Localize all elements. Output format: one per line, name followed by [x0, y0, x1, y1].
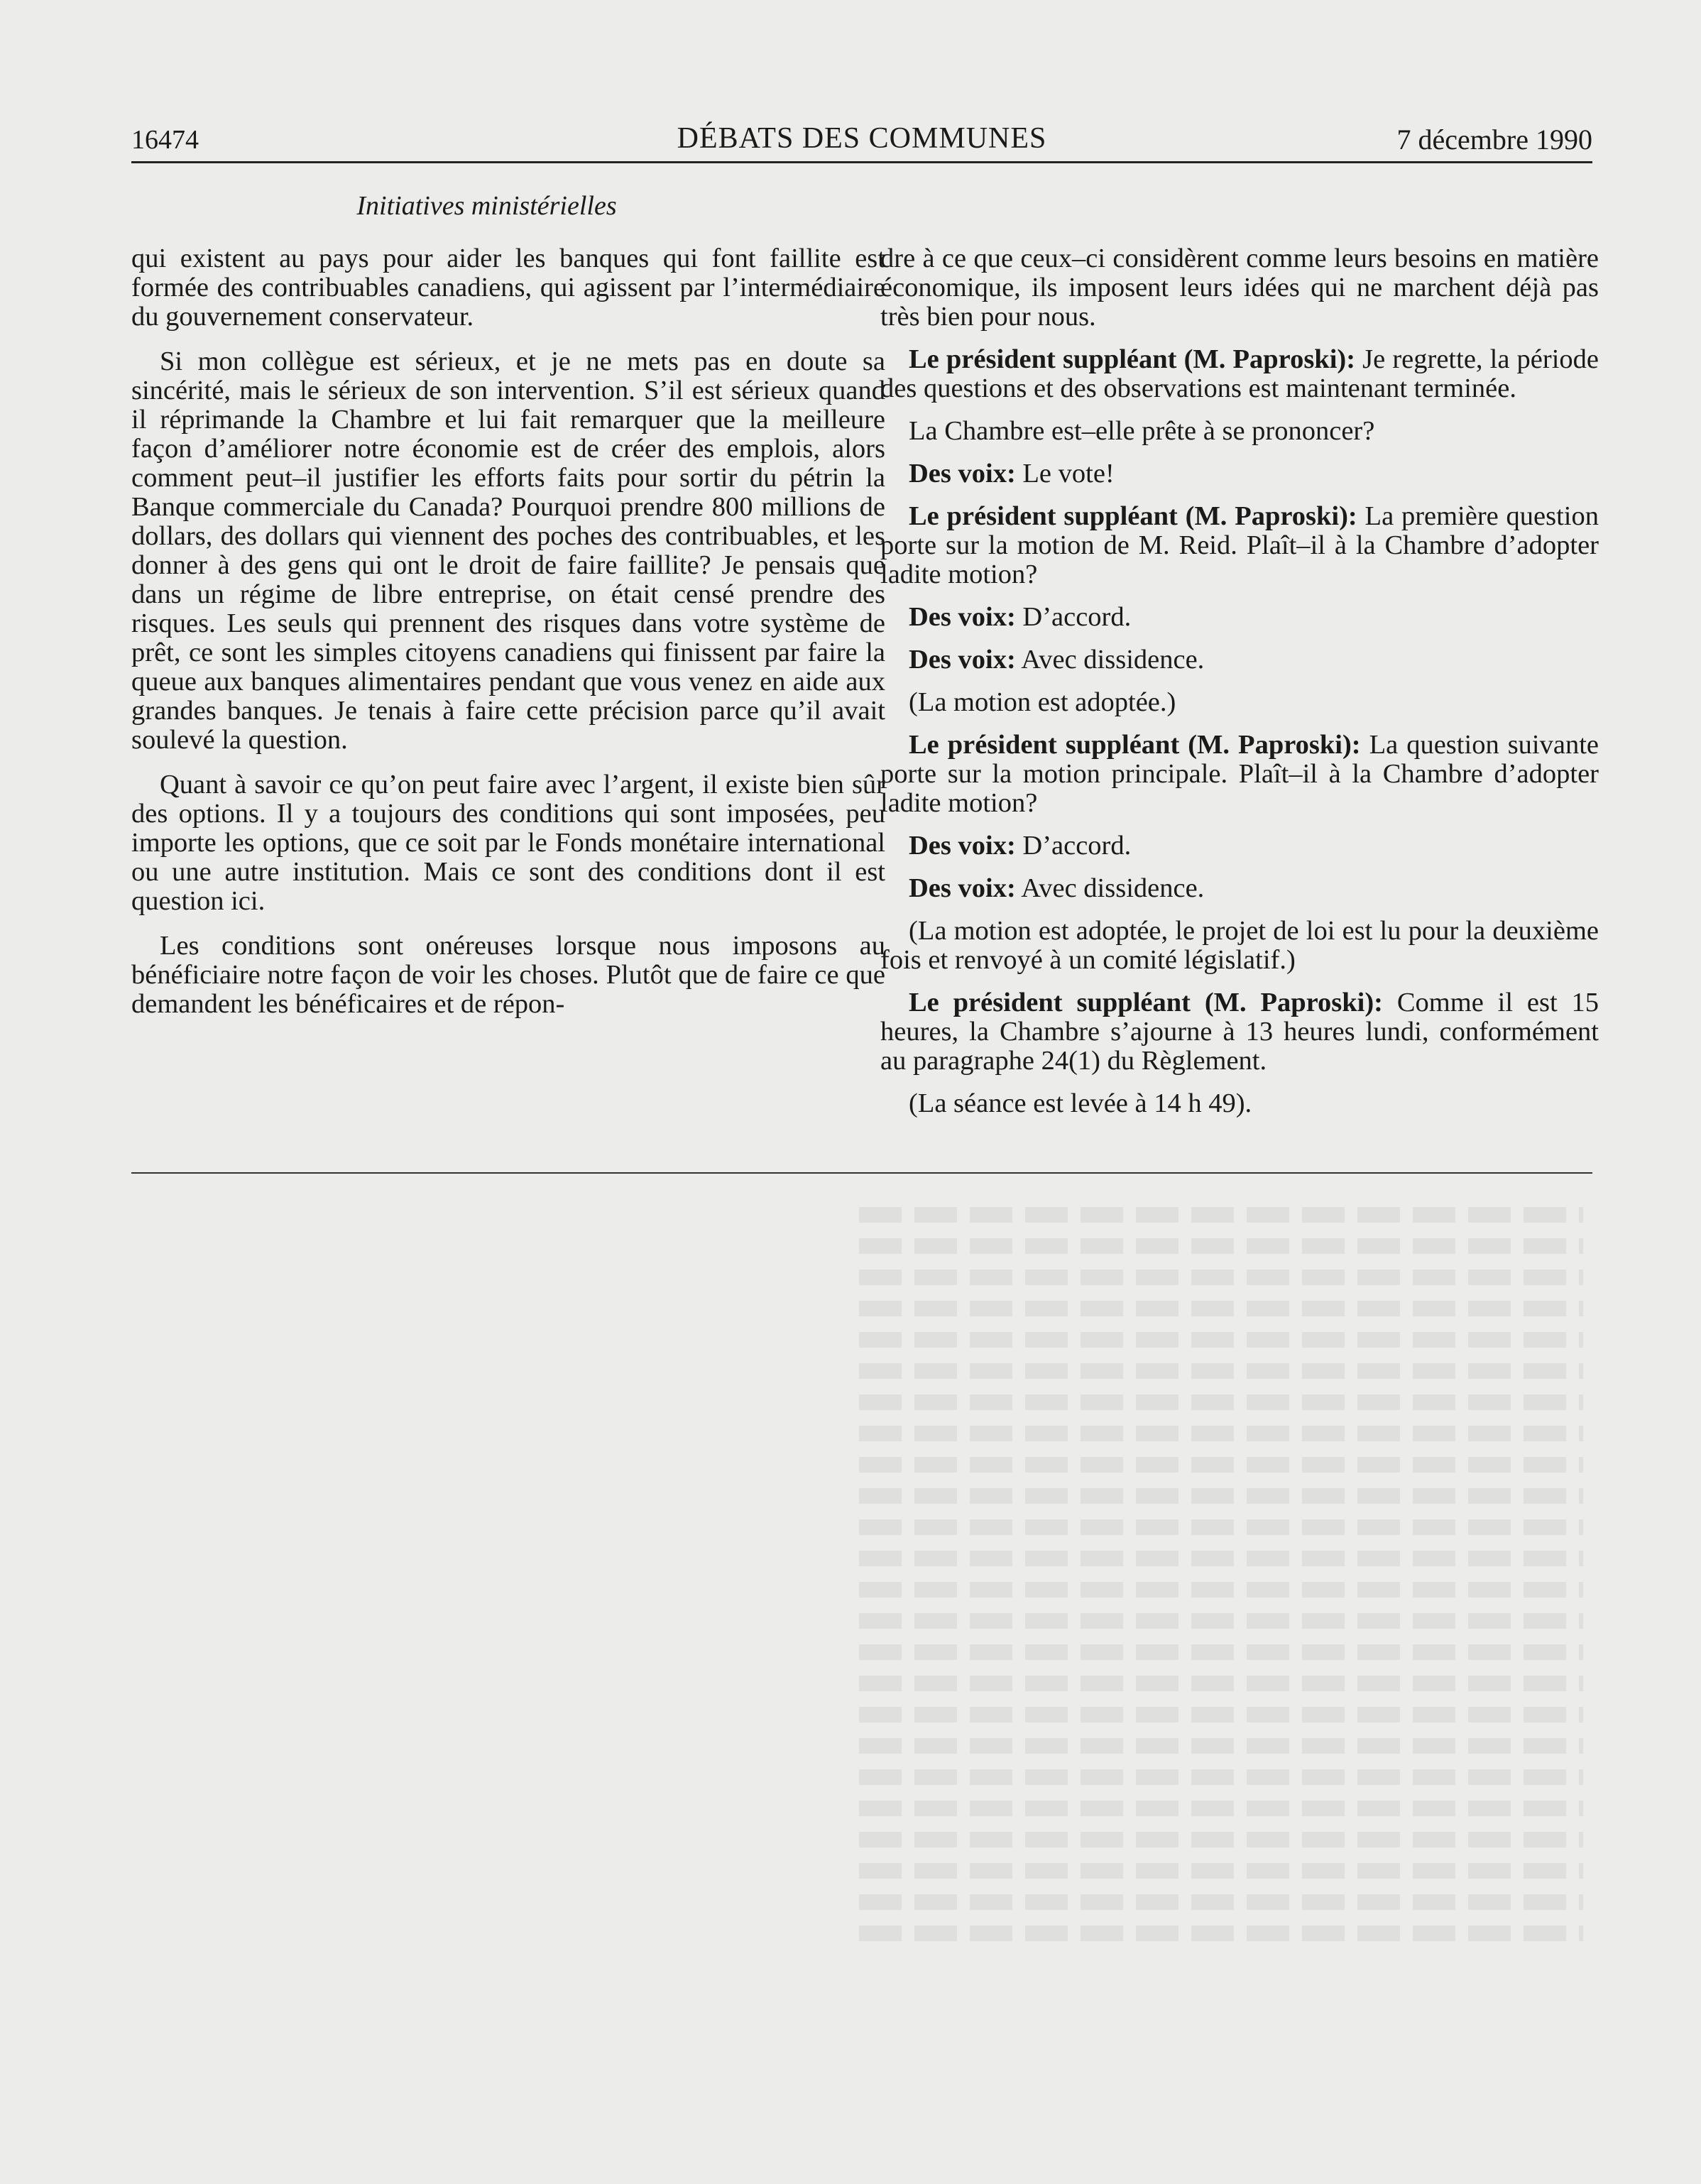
end-rule	[131, 1172, 1592, 1174]
left-column	[131, 244, 885, 1032]
paragraph: Si mon collègue est sérieux, et je ne mets pas en doute sa sincérité, mais le sérieux de son intervention. S’il est sérieux quand il réprimande la Chambre et lui fait remarquer que la meilleure façon d’améliorer notre économie est de créer des emplois, alors comment peut–il justifier les efforts faits pour sortir du pétrin la Banque commerciale du Canada? Pourquoi prendre 800 millions de dollars, des dollars qui viennent des poches des contribuables, et les donner à des gens qui ont le droit de faire faillite? Je pensais que dans un régime de libre entreprise, on était censé prendre des risques. Les seuls qui prennent des risques dans votre système de prêt, ce sont les simples citoyens canadiens qui finissent par faire la queue aux banques alimentaires pendant que vous venez en aide aux grandes banques. Je tenais à faire cette précision parce qu’il avait soulevé la question.	[131, 346, 885, 755]
speech-text: D’accord.	[1015, 602, 1132, 632]
page-header	[131, 117, 1592, 163]
paragraph: qui existent au pays pour aider les banques qui font faillite est formée des contribuables canadiens, qui agissent par l’intermédiaire du gouvernement conservateur.	[131, 244, 885, 332]
speech	[880, 345, 1599, 403]
speaker-name: Le président suppléant (M. Paproski):	[909, 501, 1357, 531]
speech-text: Le vote!	[1015, 459, 1115, 488]
right-column	[880, 244, 1599, 1132]
speech-text: Comme il est 15 heures, la Chambre s’ajourne à 13 heures lundi, conformément au paragraphe 24(1) du Règlement.	[880, 988, 1599, 1076]
bleed-through-texture	[859, 1207, 1583, 2031]
speech-text: Avec dissidence.	[1015, 645, 1205, 675]
paragraph: dre à ce que ceux–ci considèrent comme leurs besoins en matière économique, ils imposent leurs idées qui ne marchent déjà pas très bien pour nous.	[880, 244, 1599, 332]
section-title: Initiatives ministérielles	[356, 191, 617, 221]
speech	[880, 645, 1599, 675]
speech-text: La première question porte sur la motion de M. Reid. Plaît–il à la Chambre d’adopter ladite motion?	[880, 501, 1599, 589]
speech-text: La question suivante porte sur la motion principale. Plaît–il à la Chambre d’adopter ladite motion?	[880, 730, 1599, 818]
speaker-name: Le président suppléant (M. Paproski):	[909, 730, 1361, 760]
paragraph: (La séance est levée à 14 h 49).	[909, 1088, 1252, 1118]
speech-text: Avec dissidence.	[1015, 873, 1205, 903]
paragraph: (La motion est adoptée, le projet de loi est lu pour la deuxième fois et renvoyé à un comité législatif.)	[880, 916, 1599, 975]
speaker-name: Des voix:	[909, 831, 1016, 861]
speaker-name: Des voix:	[909, 873, 1016, 903]
speech	[880, 459, 1599, 488]
speech	[880, 603, 1599, 632]
speaker-name: Le président suppléant (M. Paproski):	[909, 988, 1384, 1017]
speech-text: Je regrette, la période des questions et des observations est maintenant terminée.	[880, 344, 1599, 403]
speaker-name: Des voix:	[909, 602, 1016, 632]
publication-title: DÉBATS DES COMMUNES	[677, 122, 1047, 155]
speech	[880, 874, 1599, 903]
speech	[880, 731, 1599, 818]
speech	[880, 831, 1599, 861]
speech-text: D’accord.	[1015, 831, 1132, 861]
paragraph: Quant à savoir ce qu’on peut faire avec l’argent, il existe bien sûr des options. Il y a toujours des conditions qui sont imposées, peu importe les options, que ce soit par le Fonds monétaire international ou une autre institution. Mais ce sont des conditions dont il est question ici.	[131, 770, 885, 916]
paragraph: Les conditions sont onéreuses lorsque nous imposons au bénéficiaire notre façon de voir les choses. Plutôt que de faire ce que demandent les bénéficaires et de répon-	[131, 931, 885, 1019]
speaker-name: Des voix:	[909, 459, 1016, 488]
speaker-name: Des voix:	[909, 645, 1016, 675]
speaker-name: Le président suppléant (M. Paproski):	[909, 344, 1356, 374]
paragraph: La Chambre est–elle prête à se prononcer?	[909, 416, 1375, 446]
speech	[880, 988, 1599, 1076]
paragraph: (La motion est adoptée.)	[909, 687, 1176, 717]
page-number: 16474	[131, 125, 199, 155]
speech	[880, 502, 1599, 589]
publication-date: 7 décembre 1990	[1396, 124, 1592, 155]
